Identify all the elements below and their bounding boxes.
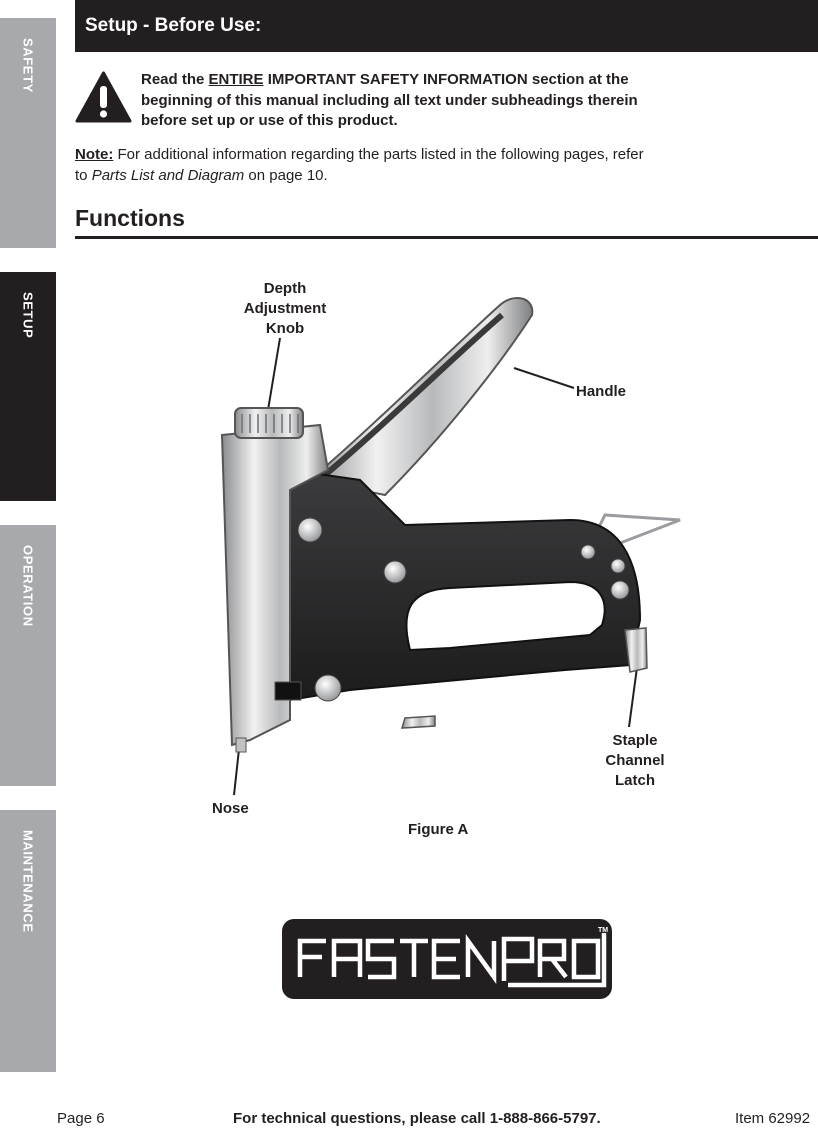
footer-help-line: For technical questions, please call 1-888-866-5797.	[233, 1110, 601, 1127]
callout-depth-adjustment-knob: Depth Adjustment Knob	[243, 280, 327, 337]
callout-handle: Handle	[576, 383, 627, 400]
tab-setup-label: SETUP	[20, 292, 36, 339]
note-paragraph	[75, 145, 655, 186]
tab-operation-label: OPERATION	[20, 545, 36, 627]
note-reference: Parts List and Diagram	[91, 166, 245, 184]
footer-item-number: Item 62992	[735, 1110, 811, 1127]
header-title: Setup - Before Use:	[85, 15, 262, 36]
section-header-bar	[75, 0, 818, 52]
warning-emphasis: ENTIRE	[208, 71, 264, 88]
warning-rest: IMPORTANT SAFETY INFORMATION section at the beginning of this manual including all text under subheadings therein before set up or use of this product.	[141, 71, 638, 129]
rivet	[384, 561, 406, 583]
tab-operation[interactable]	[0, 525, 56, 786]
note-text-before: For additional information regarding the parts listed in the following pages, refer to	[75, 146, 644, 184]
figure-caption: Figure A	[408, 821, 469, 838]
callout-staple-channel-latch: Staple Channel Latch	[605, 732, 665, 789]
safety-warning-text	[141, 70, 661, 132]
tab-maintenance-label: MAINTENANCE	[20, 830, 36, 933]
handle-leader-line	[514, 368, 574, 388]
footer-page-number: Page 6	[57, 1110, 105, 1127]
bottom-clip	[402, 716, 435, 728]
fastenpro-logo	[282, 919, 612, 999]
depth-leader-line	[268, 338, 280, 410]
callout-nose: Nose	[212, 800, 249, 817]
tab-setup[interactable]	[0, 272, 56, 501]
depth-adjustment-knob	[235, 408, 303, 438]
rivet	[298, 518, 322, 542]
nose	[236, 738, 246, 752]
note-text-after: on page 10.	[244, 166, 328, 184]
rivet	[315, 675, 341, 701]
indicator-window	[275, 682, 301, 700]
tab-safety[interactable]	[0, 18, 56, 248]
rivet	[581, 545, 595, 559]
logo-wordmark	[282, 919, 612, 999]
rivet	[611, 581, 629, 599]
logo-trademark: TM	[598, 927, 609, 934]
section-title: Functions	[75, 205, 185, 231]
note-label: Note:	[75, 146, 114, 163]
rivet	[611, 559, 625, 573]
tab-safety-label: SAFETY	[20, 38, 36, 93]
warning-icon	[75, 70, 132, 124]
tab-maintenance[interactable]	[0, 810, 56, 1072]
warning-prefix: Read the	[141, 71, 209, 88]
section-divider	[75, 236, 818, 239]
